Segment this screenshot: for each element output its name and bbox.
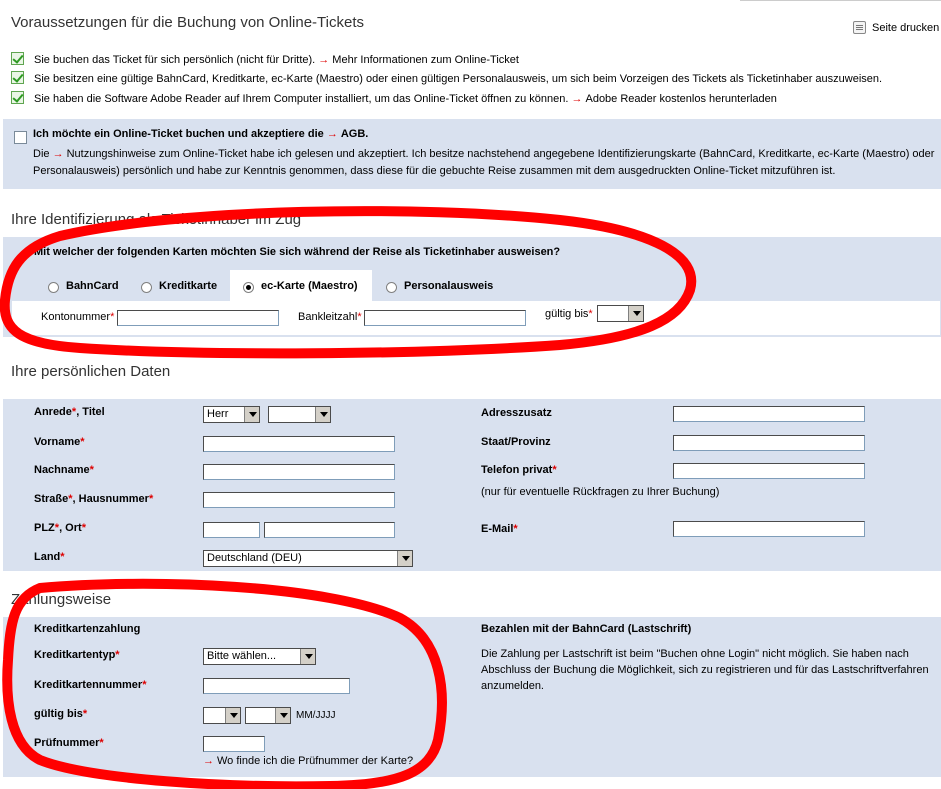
arrow-right-icon: → — [203, 755, 214, 767]
agreement-text-rest: habe ich gelesen und akzeptiert. Ich besitze nachstehend angegebene Identifizierungskarte (BahnCard, Kreditkarte, ec-Karte (Maestro) oder — [250, 148, 935, 160]
requirement-text: Sie haben die Software Adobe Reader auf Ihrem Computer installiert, um das Online-Ticket öffnen zu können. — [34, 93, 569, 105]
required-mark: * — [552, 464, 557, 476]
required-mark: * — [80, 436, 85, 448]
titel-label-text: , Titel — [76, 406, 105, 418]
vorname-label-text: Vorname — [34, 436, 81, 448]
required-mark: * — [142, 679, 147, 691]
required-mark: * — [81, 522, 86, 534]
option-bahncard-label: BahnCard — [66, 280, 119, 292]
gueltig-bis-label-text: gültig bis — [545, 308, 589, 320]
personal-heading: Ihre persönlichen Daten — [11, 363, 171, 380]
required-mark: * — [588, 308, 593, 320]
arrow-right-icon: → — [52, 148, 64, 160]
agreement-label-text: Ich möchte ein Online-Ticket buchen und akzeptiere die — [33, 128, 324, 140]
bahncard-payment-text-2: Abschluss der Buchung die Möglichkeit, sich zu registrieren und für das Lastschriftverfahren — [481, 664, 929, 676]
cc-type-value: Bitte wählen... — [207, 650, 277, 662]
hausnummer-label-text: , Hausnummer — [72, 493, 149, 505]
adobe-reader-link[interactable]: Adobe Reader kostenlos herunterladen — [585, 93, 777, 105]
bahncard-payment-text-1: Die Zahlung per Lastschrift ist beim "Buchen ohne Login" nicht möglich. Sie haben nach — [481, 648, 909, 660]
arrow-right-icon: → — [318, 54, 330, 66]
cvc-help-link[interactable]: Wo finde ich die Prüfnummer der Karte? — [217, 755, 414, 767]
cc-number-label-text: Kreditkartennummer — [34, 679, 143, 691]
kontonummer-label-text: Kontonummer — [41, 311, 111, 323]
cc-type-label-text: Kreditkartentyp — [34, 649, 116, 661]
adresszusatz-label: Adresszusatz — [481, 407, 552, 419]
required-mark: * — [110, 311, 115, 323]
identification-heading: Ihre Identifizierung als Ticketinhaber im Zug — [11, 211, 302, 228]
bahncard-payment-text-3: anzumelden. — [481, 680, 544, 692]
required-mark: * — [89, 464, 94, 476]
nachname-label-text: Nachname — [34, 464, 90, 476]
requirement-text: Sie buchen das Ticket für sich persönlich (nicht für Dritte). — [34, 54, 316, 66]
page-title: Voraussetzungen für die Buchung von Online-Tickets — [11, 14, 364, 31]
ort-label-text: , Ort — [59, 522, 82, 534]
requirement-item: Sie besitzen eine gültige BahnCard, Kreditkarte, ec-Karte (Maestro) oder einen gültigen Personalausweis, um sich beim Vorzeigen des Tickets als Ticketinhaber auszuweisen. — [34, 73, 883, 85]
nutzungshinweise-link[interactable]: Nutzungshinweise zum Online-Ticket — [66, 148, 248, 160]
telefon-hint: (nur für eventuelle Rückfragen zu Ihrer Buchung) — [481, 486, 720, 498]
identification-question: Mit welcher der folgenden Karten möchten Sie sich während der Reise als Ticketinhaber ausweisen? — [34, 246, 561, 258]
more-info-link[interactable]: Mehr Informationen zum Online-Ticket — [332, 54, 519, 66]
required-mark: * — [71, 406, 77, 418]
cc-valid-label-text: gültig bis — [34, 708, 83, 720]
bahncard-payment-heading: Bezahlen mit der BahnCard (Lastschrift) — [481, 623, 692, 635]
required-mark: * — [54, 522, 60, 534]
arrow-right-icon: → — [571, 93, 583, 105]
required-mark: * — [68, 493, 73, 505]
option-kreditkarte-label: Kreditkarte — [159, 280, 218, 292]
cc-heading: Kreditkartenzahlung — [34, 623, 141, 635]
required-mark: * — [82, 708, 88, 720]
option-personalausweis-label: Personalausweis — [404, 280, 494, 292]
plz-label-text: PLZ — [34, 522, 55, 534]
required-mark: * — [357, 311, 362, 323]
telefon-label-text: Telefon privat — [481, 464, 553, 476]
required-mark: * — [60, 551, 65, 563]
annotation-circle-identification — [5, 211, 692, 353]
email-label-text: E-Mail — [481, 523, 514, 535]
required-mark: * — [148, 493, 154, 505]
land-value: Deutschland (DEU) — [207, 552, 302, 564]
bankleitzahl-label-text: Bankleitzahl — [298, 311, 358, 323]
cc-valid-format: MM/JJJJ — [296, 710, 336, 721]
cc-cvc-label-text: Prüfnummer — [34, 737, 100, 749]
anrede-label-text: Anrede — [34, 406, 72, 418]
print-link[interactable]: Seite drucken — [872, 22, 940, 34]
required-mark: * — [115, 649, 120, 661]
anrede-value: Herr — [207, 408, 229, 420]
agreement-text-pre: Die — [33, 148, 50, 160]
staat-label: Staat/Provinz — [481, 436, 551, 448]
agreement-text-line-2: Personalausweis) persönlich und habe zur Kenntnis genommen, dass diese für die gebuchte Reise zusammen mit dem ausgedruckten Online-Ticket mitzuführen ist. — [33, 165, 836, 177]
land-label-text: Land — [34, 551, 61, 563]
required-mark: * — [99, 737, 104, 749]
required-mark: * — [513, 523, 518, 535]
arrow-right-icon: → — [326, 128, 338, 140]
annotation-circle-payment — [7, 584, 442, 787]
option-ec-karte-label: ec-Karte (Maestro) — [261, 280, 358, 292]
agb-link[interactable]: AGB. — [340, 128, 369, 140]
strasse-label-text: Straße — [34, 493, 69, 505]
payment-heading: Zahlungsweise — [11, 591, 112, 608]
